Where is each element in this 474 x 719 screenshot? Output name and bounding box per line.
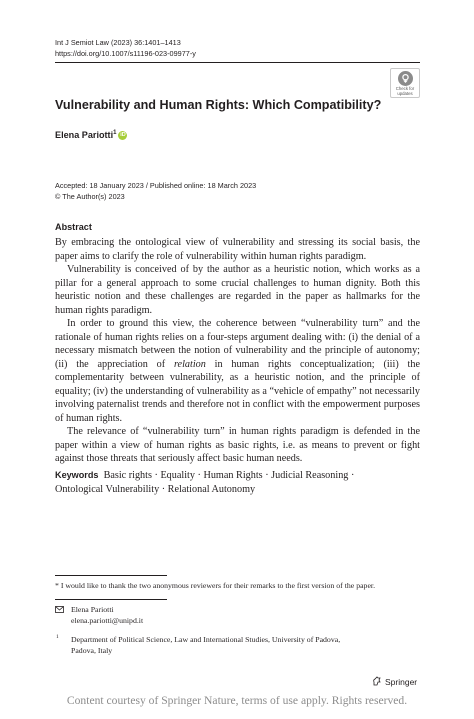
abstract-paragraph-4: The relevance of “vulnerability turn” in human rights paradigm is defended in the paper within a view of human rights as basic rights, i.e. as means to prevent or fight against those threats that seriously affect basic human needs.: [55, 426, 420, 464]
keyword-item[interactable]: Equality: [160, 470, 195, 481]
keyword-item[interactable]: Basic rights: [103, 470, 152, 481]
abstract-paragraph-1: By embracing the ontological view of vulnerability and stressing its social basis, the paper aims to clarify the role of vulnerability within human rights paradigm.: [55, 237, 420, 262]
check-for-updates-badge[interactable]: [390, 68, 420, 98]
springer-horse-icon: [372, 676, 382, 688]
keyword-item[interactable]: Relational Autonomy: [167, 484, 256, 495]
paper-title: Vulnerability and Human Rights: Which Compatibility?: [55, 98, 382, 112]
springer-name: Springer: [385, 677, 418, 687]
keyword-item[interactable]: Ontological Vulnerability: [55, 484, 160, 495]
emphasis-relation: relation: [173, 358, 206, 370]
keyword-separator: ·: [154, 470, 158, 481]
affiliation-line2: Padova, Italy: [71, 646, 113, 655]
author-line: [55, 130, 127, 140]
abstract-paragraph-3: In order to ground this view, the coherence between “vulnerability turn” and the rationale of human rights relies on a four-steps argument dealing with: (i) the denial of a necessary mismatch between the notion of vulnerability and the principle of autonomy; (ii) the appreciation of relation in human rights conceptualization; (iii) the complementarity between vulnerability, as a heuristic notion, and the principle of equality; (iv) the understanding of vulnerability as a “vehicle of empathy” not necessarily involving paternalist trends and therefore not in conflict with the empowerment purposes of human rights.: [55, 318, 420, 424]
keyword-item[interactable]: Judicial Reasoning: [271, 470, 349, 481]
author-superscript: 1: [113, 130, 117, 136]
orcid-icon[interactable]: iD: [120, 132, 126, 138]
keyword-separator: ·: [350, 470, 355, 481]
keywords: [55, 468, 420, 497]
badge-line1: Check for: [395, 86, 415, 91]
contact-name: Elena Pariotti: [71, 605, 114, 614]
journal-header: [55, 37, 196, 59]
springer-logo: [372, 676, 417, 688]
affiliation-line1: Department of Political Science, Law and International Studies, University of Padova,: [71, 635, 341, 644]
abstract-heading: Abstract: [55, 222, 92, 232]
check-for-updates-icon: [398, 71, 413, 86]
keywords-label: Keywords: [55, 470, 99, 480]
footnote-rule: [55, 575, 167, 576]
publication-dates: [55, 180, 256, 202]
abstract-paragraph-2: Vulnerability is conceived of by the author as a heuristic notion, which works as a pillar for a general approach to some crucial challenges to human dignity. Both this heuristic notion and these challenges are regarded in the paper as hallmarks for the human rights paradigm.: [55, 264, 420, 316]
envelope-icon: [55, 605, 64, 616]
keyword-separator: ·: [265, 470, 269, 481]
abstract-body: [55, 236, 420, 466]
header-rule: [55, 62, 420, 63]
keyword-separator: ·: [161, 484, 166, 495]
acknowledgement-footnote: * I would like to thank the two anonymous reviewers for their remarks to the first version of the paper.: [55, 581, 376, 590]
journal-citation: Int J Semiot Law (2023) 36:1401–1413: [55, 38, 181, 47]
badge-line2: updates: [397, 90, 413, 96]
author-name: Elena Pariotti: [55, 130, 114, 140]
content-credit-watermark: Content courtesy of Springer Nature, terms of use apply. Rights reserved.: [66, 694, 408, 707]
copyright-notice: © The Author(s) 2023: [55, 192, 125, 201]
doi-link[interactable]: https://doi.org/10.1007/s11196-023-09977-y: [55, 49, 196, 58]
contact-email[interactable]: elena.pariotti@unipd.it: [71, 616, 144, 625]
keyword-separator: ·: [197, 470, 201, 481]
affiliation-number: 1: [56, 634, 59, 640]
keyword-item[interactable]: Human Rights: [203, 470, 263, 481]
contact-rule: [55, 599, 167, 600]
accepted-published-dates: Accepted: 18 January 2023 / Published online: 18 March 2023: [55, 181, 257, 190]
